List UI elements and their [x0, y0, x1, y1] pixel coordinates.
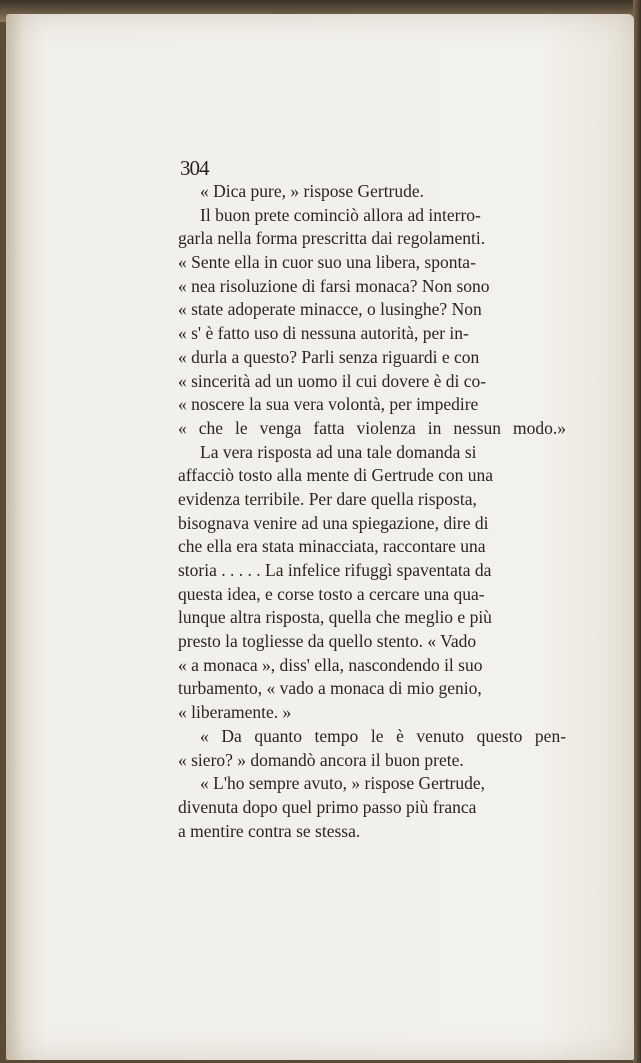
text-line: « liberamente. »: [178, 702, 292, 723]
text-line: che ella era stata minacciata, raccontare una: [178, 536, 486, 557]
text-line: « Dica pure, » rispose Gertrude.: [200, 181, 425, 201]
text-line: « L'ho sempre avuto, » rispose Gertrude,: [200, 773, 486, 794]
text-line: « sincerità ad un uomo il cui dovere è di co-: [178, 370, 487, 391]
text-line: affacciò tosto alla mente di Gertrude con una: [178, 465, 494, 486]
text-line: « durla a questo? Parli senza riguardi e con: [178, 346, 480, 367]
text-line: garla nella forma prescritta dai regolamenti.: [178, 228, 486, 249]
text-line: « siero? » domandò ancora il buon prete.: [178, 749, 464, 770]
text-line: « Da quanto tempo le è venuto questo pen-: [200, 725, 567, 746]
text-line: storia . . . . . La infelice rifuggì spaventata da: [178, 560, 492, 580]
text-line: bisognava venire ad una spiegazione, dire di: [178, 512, 489, 533]
text-line: « Sente ella in cuor suo una libera, sponta-: [178, 252, 476, 273]
book-binding-edge: [633, 0, 641, 1063]
page-body-text: [178, 180, 566, 843]
text-line: lunque altra risposta, quella che meglio e più: [178, 607, 492, 628]
text-line: « nea risoluzione di farsi monaca? Non sono: [178, 275, 490, 296]
text-line: « noscere la sua vera volontà, per impedire: [178, 394, 479, 415]
text-line: « che le venga fatta violenza in nessun modo.»: [178, 417, 567, 438]
text-line: turbamento, « vado a monaca di mio genio,: [178, 678, 482, 699]
text-line: « a monaca », diss' ella, nascondendo il suo: [178, 654, 483, 675]
text-line: « state adoperate minacce, o lusinghe? Non: [178, 299, 482, 320]
text-line: Il buon prete cominciò allora ad interro-: [200, 204, 481, 225]
text-line: questa idea, e corse tosto a cercare una qua-: [178, 583, 485, 604]
page-number: 304: [180, 156, 209, 180]
text-line: La vera risposta ad una tale domanda si: [200, 441, 477, 462]
text-line: a mentire contra se stessa.: [178, 820, 361, 841]
text-line: presto la togliesse da quello stento. « Vado: [178, 631, 477, 652]
text-line: divenuta dopo quel primo passo più franca: [178, 796, 477, 817]
text-line: evidenza terribile. Per dare quella risposta,: [178, 488, 477, 509]
text-line: « s' è fatto uso di nessuna autorità, per in-: [178, 323, 469, 344]
